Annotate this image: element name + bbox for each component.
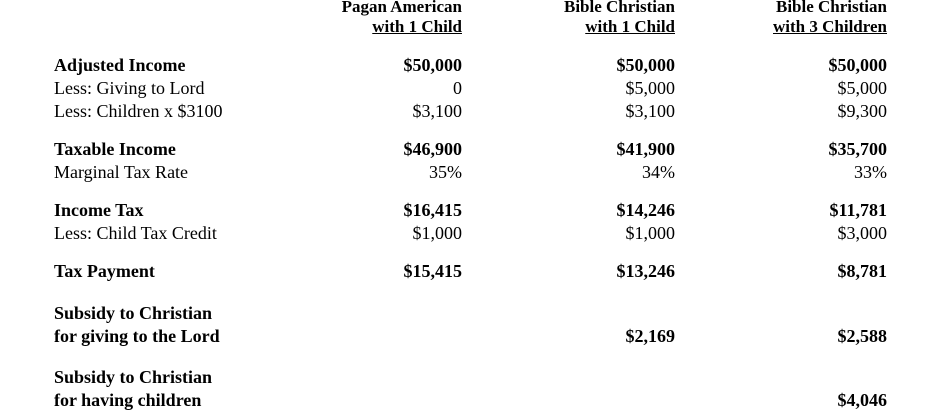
cell-subsidy-children-col3: $4,046 xyxy=(837,390,887,410)
cell-marginal-rate-col3: 33% xyxy=(854,162,887,182)
cell-adjusted-income-col3: $50,000 xyxy=(828,55,887,75)
cell-giving-col3: $5,000 xyxy=(837,78,887,98)
row-label-tax-payment: Tax Payment xyxy=(54,261,155,281)
cell-children-col1: $3,100 xyxy=(412,101,462,121)
column-header-pagan-1-child xyxy=(242,0,462,37)
column-header-line2: with 3 Children xyxy=(773,17,887,36)
row-label-adjusted-income: Adjusted Income xyxy=(54,55,186,75)
column-header-line2: with 1 Child xyxy=(372,17,462,36)
row-label-subsidy-giving-line1: Subsidy to Christian xyxy=(54,303,213,323)
row-label-child-credit: Less: Child Tax Credit xyxy=(54,223,217,243)
row-label-marginal-rate: Marginal Tax Rate xyxy=(54,162,189,182)
row-label-taxable-income: Taxable Income xyxy=(54,139,176,159)
column-header-line1: Bible Christian xyxy=(776,0,887,16)
row-label-subsidy-giving-line2: for giving to the Lord xyxy=(54,326,220,346)
row-label-subsidy-children-line1: Subsidy to Christian xyxy=(54,367,213,387)
cell-subsidy-giving-col2: $2,169 xyxy=(625,326,675,346)
row-label-children: Less: Children x $3100 xyxy=(54,101,223,121)
cell-marginal-rate-col2: 34% xyxy=(642,162,675,182)
column-header-line2: with 1 Child xyxy=(585,17,675,36)
column-header-christian-3-children xyxy=(667,0,887,37)
column-header-line1: Pagan American xyxy=(341,0,462,16)
cell-income-tax-col3: $11,781 xyxy=(829,200,887,220)
cell-taxable-income-col3: $35,700 xyxy=(828,139,887,159)
cell-tax-payment-col3: $8,781 xyxy=(837,261,887,281)
column-header-line1: Bible Christian xyxy=(564,0,675,16)
row-label-subsidy-children-line2: for having children xyxy=(54,390,202,410)
cell-income-tax-col1: $16,415 xyxy=(403,200,462,220)
cell-taxable-income-col2: $41,900 xyxy=(616,139,675,159)
cell-adjusted-income-col1: $50,000 xyxy=(403,55,462,75)
cell-children-col2: $3,100 xyxy=(625,101,675,121)
cell-child-credit-col1: $1,000 xyxy=(412,223,462,243)
cell-subsidy-giving-col3: $2,588 xyxy=(837,326,887,346)
cell-tax-payment-col1: $15,415 xyxy=(403,261,462,281)
cell-child-credit-col2: $1,000 xyxy=(625,223,675,243)
row-label-income-tax: Income Tax xyxy=(54,200,144,220)
row-label-giving: Less: Giving to Lord xyxy=(54,78,205,98)
cell-income-tax-col2: $14,246 xyxy=(616,200,675,220)
cell-adjusted-income-col2: $50,000 xyxy=(616,55,675,75)
cell-child-credit-col3: $3,000 xyxy=(837,223,887,243)
cell-taxable-income-col1: $46,900 xyxy=(403,139,462,159)
cell-giving-col2: $5,000 xyxy=(625,78,675,98)
cell-marginal-rate-col1: 35% xyxy=(429,162,462,182)
cell-giving-col1: 0 xyxy=(453,78,462,98)
cell-tax-payment-col2: $13,246 xyxy=(616,261,675,281)
cell-children-col3: $9,300 xyxy=(837,101,887,121)
column-header-christian-1-child xyxy=(455,0,675,37)
